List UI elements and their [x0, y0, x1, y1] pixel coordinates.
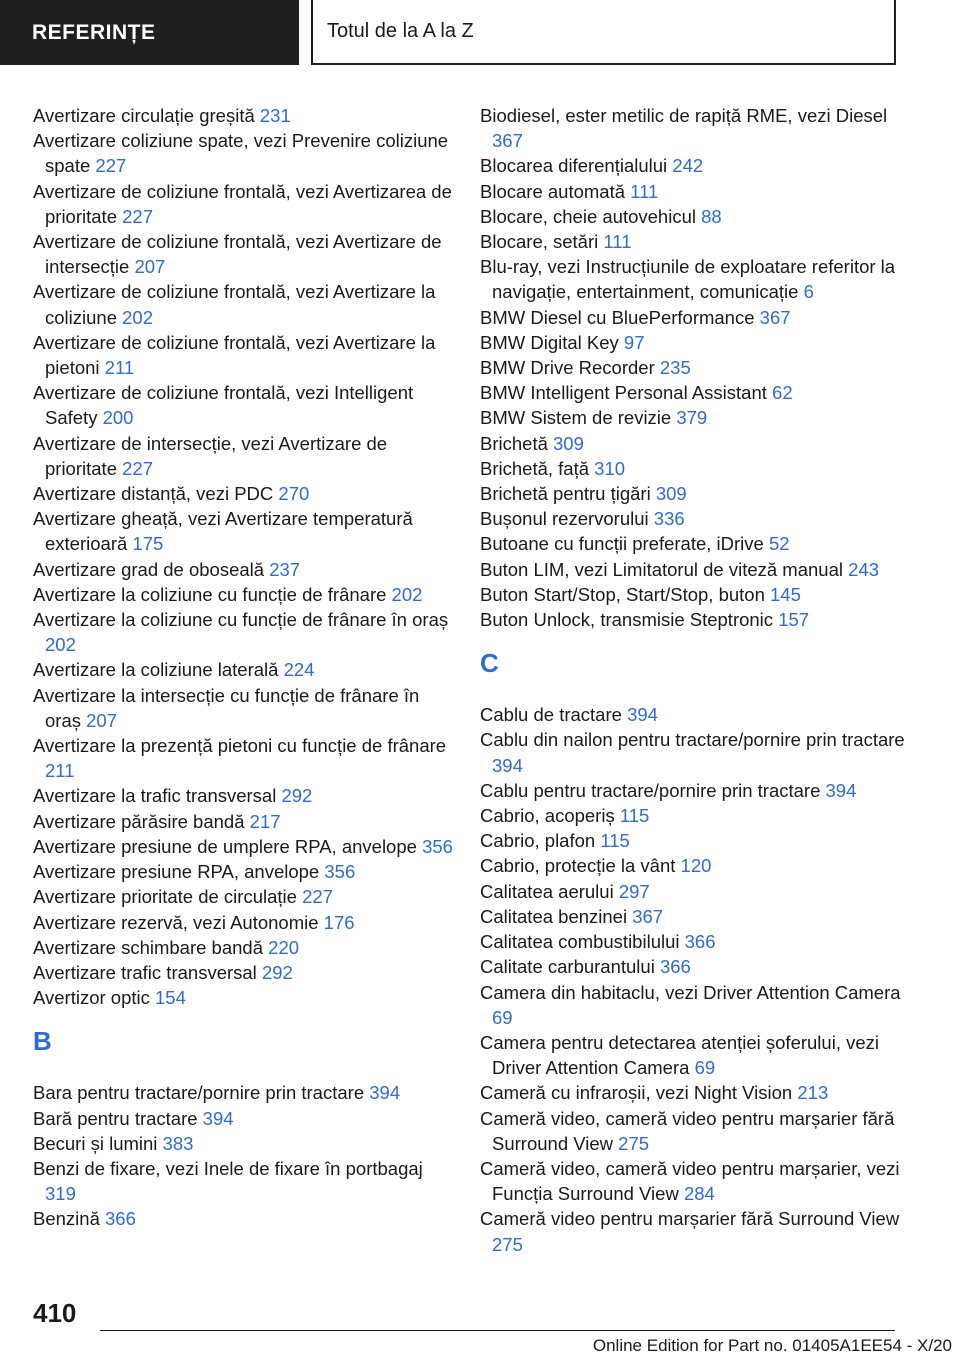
page-reference-link[interactable]: 207	[86, 709, 118, 731]
page-reference-link[interactable]: 394	[825, 779, 857, 801]
page-reference-link[interactable]: 292	[281, 785, 313, 807]
index-term: Blocare automată	[480, 180, 626, 202]
index-term: Avertizare rezervă, vezi Autonomie	[33, 911, 319, 933]
page-reference-link[interactable]: 336	[653, 508, 685, 530]
index-column-left	[33, 103, 453, 1232]
index-entry	[480, 980, 920, 1030]
index-entry	[480, 803, 920, 828]
page-reference-link[interactable]: 200	[102, 407, 134, 429]
index-term: Bușonul rezervorului	[480, 508, 649, 530]
index-term: Avertizare trafic transversal	[33, 961, 257, 983]
index-entry	[480, 702, 920, 727]
index-entry	[33, 960, 453, 985]
index-term: Blocare, cheie autovehicul	[480, 205, 696, 227]
index-entry	[480, 531, 920, 556]
index-entry	[33, 582, 453, 607]
index-entry	[33, 884, 453, 909]
index-term: Brichetă	[480, 432, 548, 454]
section-tab	[0, 0, 299, 65]
index-entry	[480, 954, 920, 979]
index-term: Calitate carburantului	[480, 956, 655, 978]
page-reference-link[interactable]: 297	[618, 880, 650, 902]
page-reference-link[interactable]: 366	[684, 931, 716, 953]
index-term: Blocarea diferențialului	[480, 155, 668, 177]
index-entry	[33, 128, 453, 178]
index-entry	[33, 1131, 453, 1156]
index-entry	[480, 153, 920, 178]
index-entry	[480, 380, 920, 405]
index-section-letter: B	[33, 1026, 52, 1057]
index-term: Avertizare de coliziune frontală, vezi Avertizare la pietoni	[33, 331, 436, 379]
index-entry	[480, 103, 920, 153]
index-term: Avertizare la prezență pietoni cu funcție de frânare	[33, 735, 447, 757]
page-reference-link[interactable]: 237	[269, 558, 301, 580]
index-entry	[480, 853, 920, 878]
index-term: Biodiesel, ester metilic de rapiță RME, vezi Diesel	[480, 105, 888, 126]
index-entry	[480, 1156, 920, 1206]
index-entry	[33, 506, 453, 556]
index-term: Avertizare de coliziune frontală, vezi Avertizare la coliziune	[33, 281, 436, 328]
index-entry	[33, 1156, 453, 1206]
page-reference-link[interactable]: 97	[623, 331, 645, 353]
index-term: Cabrio, acoperiș	[480, 805, 615, 827]
index-entry	[33, 279, 453, 329]
index-entry	[480, 557, 920, 582]
index-term: BMW Sistem de revizie	[480, 407, 672, 429]
index-term: Calitatea benzinei	[480, 905, 628, 927]
index-entry	[480, 1080, 920, 1105]
page-reference-link[interactable]: 227	[95, 155, 127, 177]
index-entry	[33, 229, 453, 279]
index-term: Avertizare la intersecție cu funcție de frânare în oraș	[33, 684, 420, 731]
page-reference-link[interactable]: 394	[627, 704, 658, 726]
page-reference-link[interactable]: 394	[492, 754, 523, 776]
index-term: Brichetă, față	[480, 457, 590, 479]
page-reference-link[interactable]: 235	[659, 357, 691, 379]
page-reference-link[interactable]: 366	[105, 1208, 136, 1230]
page-reference-link[interactable]: 115	[600, 830, 630, 852]
page-reference-link[interactable]: 111	[603, 231, 632, 253]
page-reference-link[interactable]: 292	[261, 961, 293, 983]
page-reference-link[interactable]: 242	[672, 155, 704, 177]
index-term: Cabrio, plafon	[480, 830, 596, 852]
edition-note: Online Edition for Part no. 01405A1EE54 - X/20	[592, 1336, 952, 1355]
index-term: Cabrio, protecție la vânt	[480, 855, 676, 877]
index-term: Benzi de fixare, vezi Inele de fixare în portbagaj	[33, 1157, 423, 1179]
index-entry	[480, 456, 920, 481]
chapter-tab	[311, 0, 896, 65]
page-reference-link[interactable]: 356	[422, 835, 453, 857]
index-entry	[480, 481, 920, 506]
index-term: Avertizare la trafic transversal	[33, 785, 277, 807]
page-reference-link[interactable]: 367	[492, 130, 523, 152]
page-reference-link[interactable]: 213	[797, 1082, 829, 1104]
index-entry	[480, 405, 920, 430]
page-reference-link[interactable]: 227	[122, 205, 153, 227]
page-reference-link[interactable]: 6	[803, 281, 814, 303]
index-term: Camera pentru detectarea atenției șoferului, vezi Driver Attention Camera	[480, 1031, 879, 1079]
page-reference-link[interactable]: 62	[772, 382, 793, 404]
index-entry	[480, 778, 920, 803]
index-entry	[480, 607, 920, 632]
page-reference-link[interactable]: 231	[259, 105, 291, 126]
index-entry	[480, 828, 920, 853]
index-term: Buton Unlock, transmisie Steptronic	[480, 609, 774, 631]
page-reference-link[interactable]: 202	[122, 306, 154, 328]
index-term: Butoane cu funcții preferate, iDrive	[480, 533, 764, 555]
page-reference-link[interactable]: 145	[770, 583, 801, 605]
index-term: Buton Start/Stop, Start/Stop, buton	[480, 583, 765, 605]
index-term: Brichetă pentru țigări	[480, 483, 651, 505]
index-term: Avertizare la coliziune cu funcție de frânare în oraș	[33, 609, 449, 631]
index-entry	[480, 506, 920, 531]
page-reference-link[interactable]: 379	[676, 407, 708, 429]
index-entry	[33, 683, 453, 733]
chapter-title: Totul de la A la Z	[327, 20, 474, 42]
index-entry	[480, 179, 920, 204]
index-term: Bara pentru tractare/pornire prin tractare	[33, 1082, 365, 1104]
page-number: 410	[33, 1298, 77, 1328]
index-term: Calitatea aerului	[480, 880, 614, 902]
page-reference-link[interactable]: 120	[680, 855, 712, 877]
page-reference-link[interactable]: 366	[659, 956, 691, 978]
section-title: REFERINȚE	[32, 20, 156, 44]
page-reference-link[interactable]: 394	[202, 1107, 234, 1129]
index-entry	[33, 179, 453, 229]
index-entry	[480, 431, 920, 456]
page-reference-link[interactable]: 88	[701, 205, 722, 227]
index-entry	[33, 733, 453, 783]
index-term: Cameră video, cameră video pentru marșarier fără Surround View	[480, 1107, 895, 1154]
index-entry	[33, 657, 453, 682]
page-reference-link[interactable]: 270	[278, 483, 310, 505]
page-reference-link[interactable]: 211	[45, 760, 75, 782]
index-term: Avertizare de coliziune frontală, vezi Avertizarea de prioritate	[33, 180, 452, 227]
index-term: Blu-ray, vezi Instrucțiunile de exploatare referitor la navigație, entertainment, comunicație	[480, 256, 896, 303]
index-term: Cameră video pentru marșarier fără Surround View	[480, 1208, 900, 1230]
index-entry	[480, 1030, 920, 1080]
page-reference-link[interactable]: 367	[632, 905, 664, 927]
index-term: BMW Drive Recorder	[480, 357, 655, 379]
index-entry	[480, 355, 920, 380]
page-reference-link[interactable]: 111	[630, 180, 659, 202]
index-term: Avertizare prioritate de circulație	[33, 886, 297, 908]
index-entry	[480, 727, 920, 777]
index-term: Cameră video, cameră video pentru marșarier, vezi Funcția Surround View	[480, 1157, 900, 1205]
index-term: Avertizare presiune RPA, anvelope	[33, 861, 320, 883]
index-term: Cameră cu infraroșii, vezi Night Vision	[480, 1082, 793, 1104]
page-reference-link[interactable]: 309	[655, 483, 687, 505]
index-entry	[33, 859, 453, 884]
index-term: Avertizor optic	[33, 987, 150, 1009]
index-entry	[33, 481, 453, 506]
index-term: Avertizare schimbare bandă	[33, 936, 264, 958]
index-term: Buton LIM, vezi Limitatorul de viteză manual	[480, 558, 843, 580]
index-term: Avertizare gheață, vezi Avertizare temperatură exterioară	[33, 508, 413, 555]
page-reference-link[interactable]: 227	[122, 457, 153, 479]
index-entry	[480, 229, 920, 254]
page-reference-link[interactable]: 275	[492, 1233, 523, 1255]
index-term: Cablu pentru tractare/pornire prin tractare	[480, 779, 821, 801]
index-term: Bară pentru tractare	[33, 1107, 198, 1129]
index-term: Avertizare de intersecție, vezi Avertizare de prioritate	[33, 432, 388, 479]
page-reference-link[interactable]: 224	[283, 659, 315, 681]
footer-divider	[100, 1330, 895, 1331]
index-entry	[480, 904, 920, 929]
page-reference-link[interactable]: 115	[619, 805, 650, 827]
page-reference-link[interactable]: 69	[694, 1057, 716, 1079]
page-reference-link[interactable]: 217	[249, 810, 281, 832]
page-reference-link[interactable]: 309	[553, 432, 584, 454]
index-term: Cablu din nailon pentru tractare/pornire prin tractare	[480, 729, 905, 751]
index-term: Avertizare la coliziune laterală	[33, 659, 279, 681]
page-reference-link[interactable]: 52	[768, 533, 790, 555]
index-entry	[480, 305, 920, 330]
index-term: Becuri și lumini	[33, 1132, 158, 1154]
index-section-letter: C	[480, 648, 499, 679]
page-reference-link[interactable]: 319	[45, 1183, 76, 1205]
page-reference-link[interactable]: 227	[302, 886, 333, 908]
index-term: Blocare, setări	[480, 231, 599, 253]
index-entry	[33, 431, 453, 481]
index-term: Avertizare la coliziune cu funcție de frânare	[33, 583, 387, 605]
index-entry	[33, 330, 453, 380]
page-reference-link[interactable]: 284	[683, 1183, 715, 1205]
page-reference-link[interactable]: 202	[391, 583, 423, 605]
index-entry	[33, 910, 453, 935]
index-term: Avertizare grad de oboseală	[33, 558, 265, 580]
index-entry	[480, 1106, 920, 1156]
index-term: Avertizare distanță, vezi PDC	[33, 483, 274, 505]
index-entry	[480, 1206, 920, 1256]
index-entry	[480, 254, 920, 304]
index-entry	[33, 1206, 453, 1231]
index-entry	[480, 204, 920, 229]
index-entry	[33, 607, 453, 657]
index-term: Benzină	[33, 1208, 100, 1230]
index-entry	[33, 1080, 453, 1105]
index-entry	[33, 1106, 453, 1131]
page-reference-link[interactable]: 157	[778, 609, 810, 631]
page-reference-link[interactable]: 275	[618, 1132, 650, 1154]
page-reference-link[interactable]: 356	[324, 861, 356, 883]
index-term: Avertizare de coliziune frontală, vezi Avertizare de intersecție	[33, 231, 442, 278]
page-reference-link[interactable]: 176	[323, 911, 355, 933]
index-entry	[33, 935, 453, 960]
page-reference-link[interactable]: 69	[492, 1006, 513, 1028]
index-term: Avertizare părăsire bandă	[33, 810, 245, 832]
index-term: Avertizare presiune de umplere RPA, anvelope	[33, 835, 417, 857]
index-entry	[33, 103, 453, 128]
page-reference-link[interactable]: 175	[132, 533, 164, 555]
page-reference-link[interactable]: 207	[134, 256, 166, 278]
page-reference-link[interactable]: 383	[162, 1132, 194, 1154]
index-entry	[33, 809, 453, 834]
index-entry	[480, 929, 920, 954]
index-entry	[33, 834, 453, 859]
index-entry	[480, 582, 920, 607]
page-reference-link[interactable]: 154	[155, 987, 186, 1009]
index-term: BMW Intelligent Personal Assistant	[480, 382, 767, 404]
page-reference-link[interactable]: 310	[594, 457, 626, 479]
index-term: Cablu de tractare	[480, 704, 622, 726]
index-term: Avertizare coliziune spate, vezi Prevenire coliziune spate	[33, 130, 449, 177]
index-entry	[33, 985, 453, 1010]
page-reference-link[interactable]: 220	[268, 936, 300, 958]
index-entry	[33, 557, 453, 582]
index-entry	[33, 783, 453, 808]
page-reference-link[interactable]: 243	[848, 558, 879, 580]
index-term: Camera din habitaclu, vezi Driver Attention Camera	[480, 981, 901, 1003]
page-reference-link[interactable]: 394	[369, 1082, 401, 1104]
index-term: Avertizare de coliziune frontală, vezi Intelligent Safety	[33, 382, 414, 429]
index-column-right	[480, 103, 920, 1257]
index-term: Avertizare circulație greșită	[33, 105, 255, 126]
index-entry	[33, 380, 453, 430]
index-entry	[480, 330, 920, 355]
page-reference-link[interactable]: 367	[759, 306, 791, 328]
index-term: BMW Digital Key	[480, 331, 619, 353]
index-entry	[480, 879, 920, 904]
page-reference-link[interactable]: 211	[104, 357, 135, 379]
index-term: Calitatea combustibilului	[480, 931, 680, 953]
index-term: BMW Diesel cu BluePerformance	[480, 306, 755, 328]
page-reference-link[interactable]: 202	[45, 634, 76, 656]
